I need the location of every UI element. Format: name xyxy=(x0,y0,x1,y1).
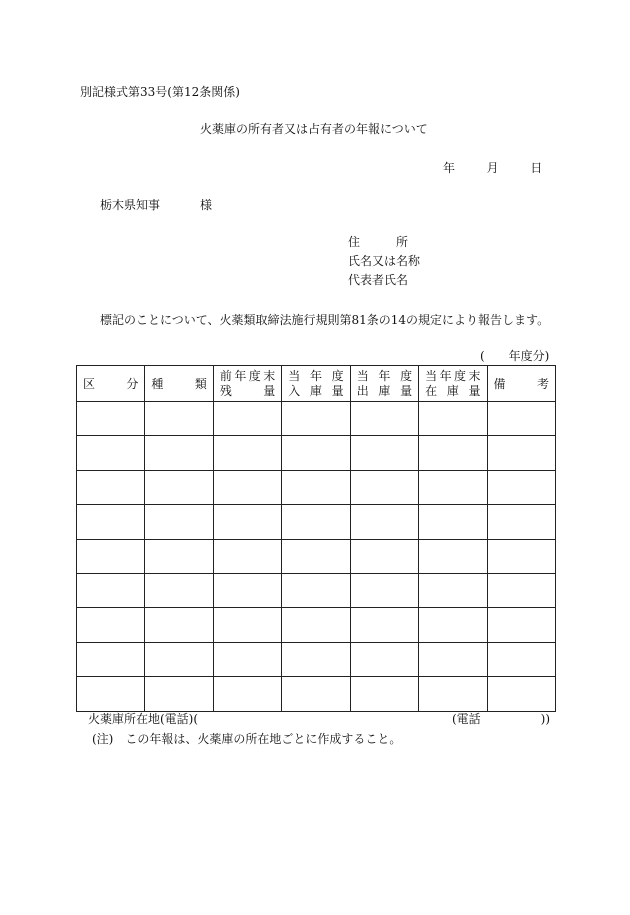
table-cell[interactable] xyxy=(350,642,418,676)
table-cell[interactable] xyxy=(419,677,487,711)
column-header xyxy=(77,366,145,402)
table-cell[interactable] xyxy=(350,505,418,539)
location-label: 火薬庫所在地(電話)( xyxy=(88,712,199,726)
table-body xyxy=(77,402,556,712)
address-label: 住 所 xyxy=(348,235,409,249)
form-number: 別記様式第33号(第12条関係) xyxy=(80,85,240,99)
column-header-part: 種 xyxy=(151,377,164,391)
table-cell[interactable] xyxy=(282,505,350,539)
table-cell[interactable] xyxy=(145,539,213,573)
table-cell[interactable] xyxy=(282,573,350,607)
column-header xyxy=(350,366,418,402)
table-cell[interactable] xyxy=(419,573,487,607)
name-label: 氏名又は名称 xyxy=(348,254,421,268)
table-row xyxy=(77,436,556,470)
column-header-line: 出庫量 xyxy=(356,383,413,398)
table-cell[interactable] xyxy=(213,505,281,539)
table-cell[interactable] xyxy=(213,573,281,607)
table-cell[interactable] xyxy=(213,436,281,470)
table-cell[interactable] xyxy=(145,608,213,642)
column-header-part: 分 xyxy=(126,377,139,391)
fiscal-year: ( 年度分) xyxy=(480,349,550,363)
table-cell[interactable] xyxy=(77,677,145,711)
table-cell[interactable] xyxy=(77,505,145,539)
column-header xyxy=(213,366,281,402)
table-row xyxy=(77,402,556,436)
representative-label: 代表者氏名 xyxy=(348,273,409,287)
applicant-block xyxy=(348,236,420,293)
table-cell[interactable] xyxy=(350,470,418,504)
table-cell[interactable] xyxy=(350,573,418,607)
table-cell[interactable] xyxy=(145,402,213,436)
table-cell[interactable] xyxy=(213,677,281,711)
table-cell[interactable] xyxy=(282,677,350,711)
table-row xyxy=(77,677,556,711)
table-cell[interactable] xyxy=(487,573,555,607)
table-cell[interactable] xyxy=(419,470,487,504)
column-header-line: 当年度末 xyxy=(425,368,481,383)
table-cell[interactable] xyxy=(77,402,145,436)
addressee-name: 栃木県知事 xyxy=(100,198,161,212)
table-cell[interactable] xyxy=(145,677,213,711)
column-header xyxy=(487,366,555,402)
table-cell[interactable] xyxy=(145,436,213,470)
table-cell[interactable] xyxy=(77,436,145,470)
date-day: 日 xyxy=(530,161,543,175)
table-cell[interactable] xyxy=(350,608,418,642)
table-cell[interactable] xyxy=(282,539,350,573)
column-header xyxy=(419,366,487,402)
body-text: 標記のことについて、火薬類取締法施行規則第81条の14の規定により報告します。 xyxy=(100,313,550,327)
addressee-suffix: 様 xyxy=(200,198,213,212)
table-cell[interactable] xyxy=(350,539,418,573)
table-cell[interactable] xyxy=(419,608,487,642)
table-cell[interactable] xyxy=(350,677,418,711)
table-cell[interactable] xyxy=(282,642,350,676)
table-cell[interactable] xyxy=(487,677,555,711)
table-cell[interactable] xyxy=(282,608,350,642)
column-header-part: 区 xyxy=(83,377,96,391)
report-table xyxy=(76,365,556,712)
column-header-line: 在庫量 xyxy=(425,383,481,398)
table-cell[interactable] xyxy=(487,505,555,539)
column-header xyxy=(282,366,350,402)
column-header-line: 入庫量 xyxy=(288,383,344,398)
table-cell[interactable] xyxy=(77,608,145,642)
table-cell[interactable] xyxy=(77,642,145,676)
table-cell[interactable] xyxy=(213,539,281,573)
table-cell[interactable] xyxy=(487,642,555,676)
table-cell[interactable] xyxy=(282,470,350,504)
column-header-line: 前年度末 xyxy=(219,368,276,383)
table-cell[interactable] xyxy=(77,539,145,573)
table-cell[interactable] xyxy=(419,402,487,436)
date-month: 月 xyxy=(486,161,499,175)
table-row xyxy=(77,573,556,607)
table-cell[interactable] xyxy=(282,402,350,436)
table-cell[interactable] xyxy=(213,470,281,504)
date-line xyxy=(443,162,542,174)
table-cell[interactable] xyxy=(213,608,281,642)
document-title: 火薬庫の所有者又は占有者の年報について xyxy=(200,122,428,136)
table-cell[interactable] xyxy=(350,402,418,436)
column-header-line: 当年度 xyxy=(356,368,413,383)
table-row xyxy=(77,470,556,504)
table-cell[interactable] xyxy=(419,539,487,573)
column-header-part: 備 xyxy=(493,377,506,391)
table-cell[interactable] xyxy=(487,470,555,504)
table-cell[interactable] xyxy=(419,436,487,470)
table-row xyxy=(77,505,556,539)
table-cell[interactable] xyxy=(419,642,487,676)
note: (注) この年報は、火薬庫の所在地ごとに作成すること。 xyxy=(92,732,402,746)
table-cell[interactable] xyxy=(487,402,555,436)
column-header xyxy=(145,366,213,402)
table-cell[interactable] xyxy=(213,402,281,436)
table-row xyxy=(77,608,556,642)
table-row xyxy=(77,539,556,573)
table-cell[interactable] xyxy=(77,470,145,504)
table-cell[interactable] xyxy=(145,505,213,539)
table-cell[interactable] xyxy=(487,608,555,642)
table-cell[interactable] xyxy=(77,573,145,607)
table-cell[interactable] xyxy=(213,642,281,676)
table-cell[interactable] xyxy=(487,539,555,573)
table-cell[interactable] xyxy=(145,642,213,676)
table-cell[interactable] xyxy=(350,436,418,470)
column-header-part: 考 xyxy=(536,377,549,391)
table-row xyxy=(77,642,556,676)
phone-label: (電話 )) xyxy=(452,712,551,726)
table-cell[interactable] xyxy=(282,436,350,470)
table-cell[interactable] xyxy=(145,573,213,607)
table-header-row xyxy=(77,366,556,402)
table-cell[interactable] xyxy=(145,470,213,504)
column-header-line: 残 量 xyxy=(219,383,276,398)
date-year: 年 xyxy=(443,161,456,175)
table-cell[interactable] xyxy=(419,505,487,539)
table-cell[interactable] xyxy=(487,436,555,470)
addressee xyxy=(100,199,212,211)
column-header-part: 類 xyxy=(194,377,207,391)
column-header-line: 当年度 xyxy=(288,368,344,383)
